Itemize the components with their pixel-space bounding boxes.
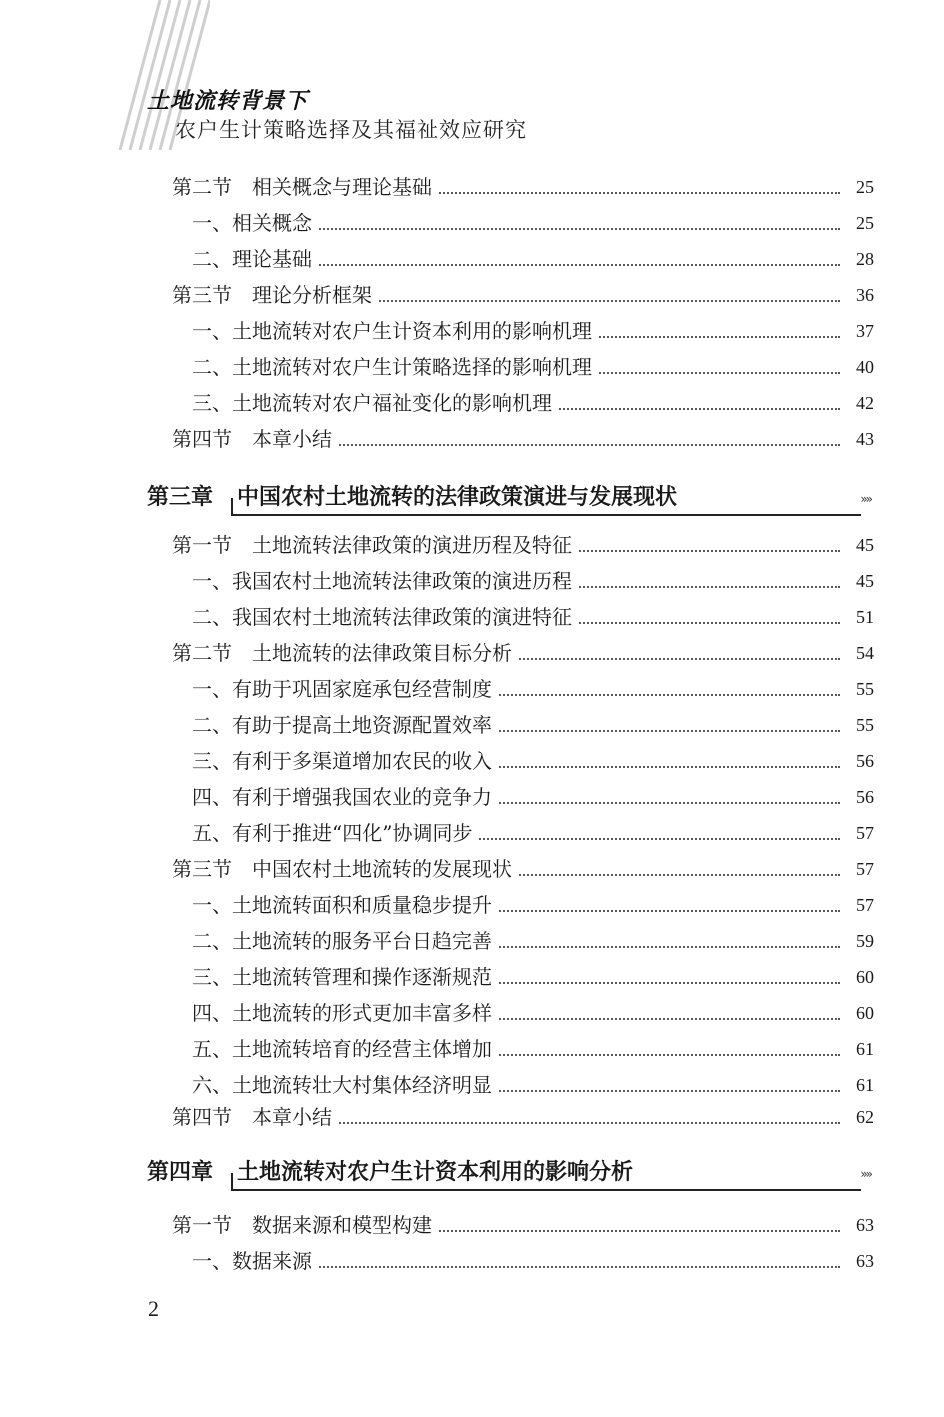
- toc-item-entry[interactable]: [0, 244, 944, 274]
- chapter-heading[interactable]: [147, 1155, 871, 1195]
- toc-entry-label: 二、: [192, 355, 232, 379]
- toc-entry-title: 土地流转对农户生计策略选择的影响机理: [232, 355, 592, 379]
- toc-entry-text: [192, 244, 318, 274]
- toc-item-entry[interactable]: [0, 388, 944, 418]
- toc-section-entry[interactable]: [0, 638, 944, 668]
- toc-entry-title: 有助于巩固家庭承包经营制度: [232, 677, 492, 701]
- toc-page-number: 59: [852, 926, 874, 956]
- toc-entry-text: [192, 674, 498, 704]
- toc-page-number: 40: [852, 352, 874, 382]
- toc-entry-title: 土地流转的法律政策目标分析: [252, 641, 512, 665]
- toc-entry-text: [172, 1102, 338, 1132]
- chapter-underline: [231, 514, 861, 516]
- toc-entry-label: 第三节: [172, 857, 232, 881]
- toc-entry-title: 土地流转对农户生计资本利用的影响机理: [232, 319, 592, 343]
- toc-entry-title: 有利于推进“四化”协调同步: [232, 821, 473, 845]
- chapter-tick: [231, 1173, 233, 1190]
- toc-section-entry[interactable]: [0, 280, 944, 310]
- toc-section-entry[interactable]: [0, 530, 944, 560]
- toc-entry-label: 五、: [192, 821, 232, 845]
- toc-entry-text: [192, 998, 498, 1028]
- toc-entry-text: [192, 818, 478, 848]
- toc-item-entry[interactable]: [0, 998, 944, 1028]
- toc-entry-title: 数据来源和模型构建: [252, 1213, 432, 1237]
- toc-page-number: 56: [852, 746, 874, 776]
- toc-entry-title: 有助于提高土地资源配置效率: [232, 713, 492, 737]
- chapter-arrow-icon: »»: [860, 492, 871, 506]
- toc-entry-text: [192, 782, 498, 812]
- toc-entry-text: [192, 1246, 318, 1276]
- toc-item-entry[interactable]: [0, 962, 944, 992]
- toc-entry-label: 二、: [192, 929, 232, 953]
- toc-leader-dots: [232, 228, 840, 230]
- toc-entry-title: 我国农村土地流转法律政策的演进特征: [232, 605, 572, 629]
- toc-entry-title: 我国农村土地流转法律政策的演进历程: [232, 569, 572, 593]
- toc-entry-text: [192, 602, 578, 632]
- toc-entry-text: [192, 566, 578, 596]
- toc-entry-text: [192, 352, 598, 382]
- toc-entry-label: 第二节: [172, 175, 232, 199]
- toc-entry-text: [192, 710, 498, 740]
- toc-entry-label: 第四节: [172, 1105, 232, 1129]
- toc-item-entry[interactable]: [0, 674, 944, 704]
- toc-item-entry[interactable]: [0, 818, 944, 848]
- toc-item-entry[interactable]: [0, 1246, 944, 1276]
- toc-entry-title: 土地流转对农户福祉变化的影响机理: [232, 391, 552, 415]
- toc-entry-title: 本章小结: [252, 427, 332, 451]
- toc-entry-title: 相关概念: [232, 211, 312, 235]
- toc-entry-title: 数据来源: [232, 1249, 312, 1273]
- toc-entry-text: [172, 172, 438, 202]
- toc-page-number: 56: [852, 782, 874, 812]
- toc-item-entry[interactable]: [0, 1070, 944, 1100]
- toc-entry-text: [192, 1070, 498, 1100]
- toc-item-entry[interactable]: [0, 602, 944, 632]
- toc-entry-label: 三、: [192, 965, 232, 989]
- toc-entry-label: 第一节: [172, 1213, 232, 1237]
- chapter-heading[interactable]: [147, 480, 871, 520]
- toc-entry-title: 土地流转的服务平台日趋完善: [232, 929, 492, 953]
- toc-entry-title: 本章小结: [252, 1105, 332, 1129]
- toc-item-entry[interactable]: [0, 746, 944, 776]
- toc-leader-dots: [232, 1266, 840, 1268]
- toc-entry-title: 理论分析框架: [252, 283, 372, 307]
- toc-entry-text: [192, 1034, 498, 1064]
- chapter-number: 第四章: [147, 1160, 214, 1185]
- toc-entry-label: 第三节: [172, 283, 232, 307]
- toc-item-entry[interactable]: [0, 566, 944, 596]
- chapter-number: 第三章: [147, 485, 214, 510]
- toc-page-number: 45: [852, 566, 874, 596]
- toc-section-entry[interactable]: [0, 854, 944, 884]
- toc-section-entry[interactable]: [0, 1210, 944, 1240]
- toc-page-number: 57: [852, 818, 874, 848]
- toc-page-number: 62: [852, 1102, 874, 1132]
- toc-item-entry[interactable]: [0, 890, 944, 920]
- chapter-title: 中国农村土地流转的法律政策演进与发展现状: [237, 485, 678, 510]
- toc-page-number: 63: [852, 1210, 874, 1240]
- toc-page-number: 36: [852, 280, 874, 310]
- toc-entry-text: [192, 316, 598, 346]
- toc-entry-label: 一、: [192, 569, 232, 593]
- toc-entry-label: 一、: [192, 211, 232, 235]
- toc-entry-label: 一、: [192, 677, 232, 701]
- toc-entry-title: 土地流转面积和质量稳步提升: [232, 893, 492, 917]
- toc-entry-title: 中国农村土地流转的发展现状: [252, 857, 512, 881]
- toc-page-number: 57: [852, 854, 874, 884]
- toc-leader-dots: [232, 264, 840, 266]
- toc-entry-text: [192, 208, 318, 238]
- toc-page-number: 61: [852, 1034, 874, 1064]
- toc-page-number: 60: [852, 998, 874, 1028]
- toc-page-number: 25: [852, 208, 874, 238]
- toc-entry-text: [172, 530, 578, 560]
- toc-entry-text: [172, 280, 378, 310]
- toc-entry-text: [192, 926, 498, 956]
- toc-entry-label: 五、: [192, 1037, 232, 1061]
- toc-item-entry[interactable]: [0, 352, 944, 382]
- toc-entry-label: 三、: [192, 749, 232, 773]
- toc-item-entry[interactable]: [0, 926, 944, 956]
- toc-item-entry[interactable]: [0, 1034, 944, 1064]
- toc-entry-text: [172, 424, 338, 454]
- toc-entry-title: 有利于多渠道增加农民的收入: [232, 749, 492, 773]
- toc-page-number: 61: [852, 1070, 874, 1100]
- toc-entry-title: 土地流转壮大村集体经济明显: [232, 1073, 492, 1097]
- toc-entry-text: [172, 854, 518, 884]
- toc-entry-label: 一、: [192, 893, 232, 917]
- toc-entry-title: 有利于增强我国农业的竞争力: [232, 785, 492, 809]
- chapter-tick: [231, 498, 233, 515]
- toc-page-number: 54: [852, 638, 874, 668]
- toc-page-number: 25: [852, 172, 874, 202]
- toc-page-number: 43: [852, 424, 874, 454]
- toc-page-number: 42: [852, 388, 874, 418]
- toc-entry-text: [172, 638, 518, 668]
- toc-entry-label: 第一节: [172, 533, 232, 557]
- book-subtitle: 农户生计策略选择及其福祉效应研究: [175, 118, 527, 142]
- toc-entry-label: 二、: [192, 605, 232, 629]
- toc-item-entry[interactable]: [0, 316, 944, 346]
- toc-page-number: 28: [852, 244, 874, 274]
- toc-entry-title: 土地流转的形式更加丰富多样: [232, 1001, 492, 1025]
- toc-entry-label: 第四节: [172, 427, 232, 451]
- toc-section-entry[interactable]: [0, 1102, 944, 1132]
- toc-entry-text: [192, 388, 558, 418]
- toc-section-entry[interactable]: [0, 172, 944, 202]
- toc-page-number: 57: [852, 890, 874, 920]
- toc-entry-title: 土地流转管理和操作逐渐规范: [232, 965, 492, 989]
- toc-entry-label: 二、: [192, 713, 232, 737]
- toc-page-number: 55: [852, 710, 874, 740]
- toc-entry-label: 一、: [192, 319, 232, 343]
- page-number: 2: [148, 1296, 159, 1321]
- toc-entry-title: 相关概念与理论基础: [252, 175, 432, 199]
- chapter-arrow-icon: »»: [860, 1167, 871, 1181]
- toc-page-number: 55: [852, 674, 874, 704]
- toc-entry-text: [172, 1210, 438, 1240]
- toc-entry-label: 一、: [192, 1249, 232, 1273]
- toc-page-number: 63: [852, 1246, 874, 1276]
- toc-page-number: 37: [852, 316, 874, 346]
- toc-entry-title: 理论基础: [232, 247, 312, 271]
- toc-entry-label: 第二节: [172, 641, 232, 665]
- toc-item-entry[interactable]: [0, 782, 944, 812]
- toc-entry-label: 四、: [192, 1001, 232, 1025]
- book-title: 土地流转背景下: [147, 89, 309, 114]
- toc-entry-text: [192, 962, 498, 992]
- toc-entry-label: 二、: [192, 247, 232, 271]
- toc-entry-label: 三、: [192, 391, 232, 415]
- toc-entry-label: 四、: [192, 785, 232, 809]
- toc-item-entry[interactable]: [0, 208, 944, 238]
- toc-entry-text: [192, 746, 498, 776]
- toc-page-number: 45: [852, 530, 874, 560]
- toc-entry-title: 土地流转法律政策的演进历程及特征: [252, 533, 572, 557]
- toc-entry-label: 六、: [192, 1073, 232, 1097]
- toc-section-entry[interactable]: [0, 424, 944, 454]
- toc-item-entry[interactable]: [0, 710, 944, 740]
- chapter-underline: [231, 1189, 861, 1191]
- toc-page-number: 51: [852, 602, 874, 632]
- toc-entry-text: [192, 890, 498, 920]
- toc-entry-title: 土地流转培育的经营主体增加: [232, 1037, 492, 1061]
- toc-page-number: 60: [852, 962, 874, 992]
- chapter-title: 土地流转对农户生计资本利用的影响分析: [237, 1160, 634, 1185]
